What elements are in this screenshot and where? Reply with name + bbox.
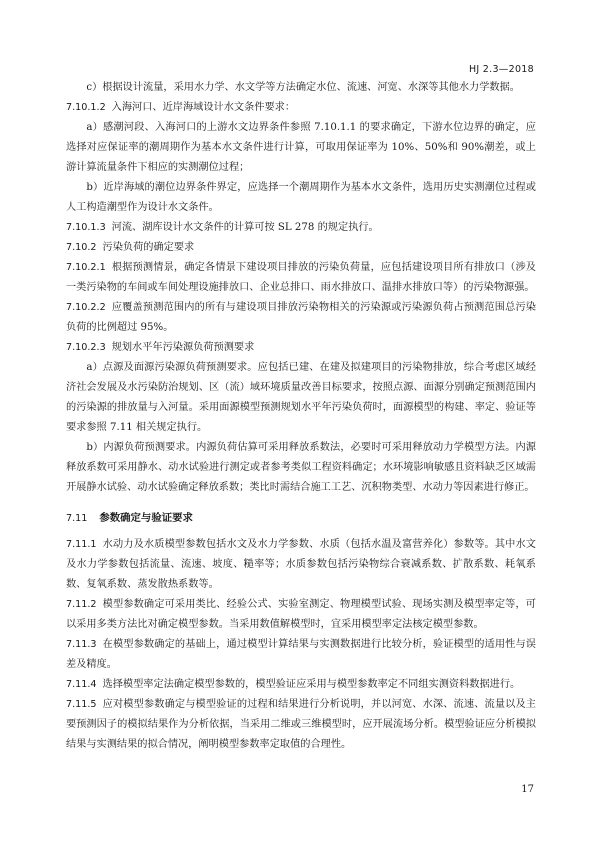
clause-7-11-1 xyxy=(66,535,536,595)
document-code: HJ 2.3—2018 xyxy=(468,64,534,75)
section-number: 7.11 xyxy=(66,513,88,524)
clause-text: 应对模型参数确定与模型验证的过程和结果进行分析说明，并以河宽、水深、流速、流量以及主要预测因子的模拟结果作为分析依据，当采用二维或三维模型时，应开展流场分析。模型验证应分析模拟结果与实测结果的拟合情况，阐明模型参数率定取值的合理性。 xyxy=(66,699,536,750)
paragraph-text: b）内源负荷预测要求。内源负荷估算可采用释放系数法，必要时可采用释放动力学模型方法。内源释放系数可采用静水、动水试验进行测定或者参考类似工程资料确定；水环境影响敏感且资料缺乏区域需开展静水试验、动水试验确定释放系数；类比时需结合施工工艺、沉积物类型、水动力等因素进行修正。 xyxy=(66,442,536,493)
clause-number: 7.10.2.2 xyxy=(66,302,106,313)
clause-number: 7.11.2 xyxy=(66,599,97,610)
clause-number: 7.11.5 xyxy=(66,699,97,710)
clause-7-10-2-3 xyxy=(66,338,536,358)
clause-text: 河流、湖库设计水文条件的计算可按 SL 278 的规定执行。 xyxy=(111,222,379,233)
paragraph-a-point-source xyxy=(66,358,536,438)
clause-text: 入海河口、近岸海域设计水文条件要求： xyxy=(111,102,296,113)
clause-text: 规划水平年污染源负荷预测要求 xyxy=(111,342,255,353)
clause-7-10-2 xyxy=(66,238,536,258)
document-body xyxy=(66,78,536,755)
section-title: 参数确定与验证要求 xyxy=(99,512,193,524)
clause-7-10-2-2 xyxy=(66,298,536,338)
clause-number: 7.11.4 xyxy=(66,679,97,690)
clause-7-10-1-2 xyxy=(66,98,536,118)
clause-text: 模型参数确定可采用类比、经验公式、实验室测定、物理模型试验、现场实测及模型率定等，可以采用多类方法比对确定模型参数。当采用数值解模型时，宜采用模型率定法核定模型参数。 xyxy=(66,599,536,630)
paragraph-c xyxy=(66,78,536,98)
clause-7-11-3 xyxy=(66,635,536,675)
clause-text: 水动力及水质模型参数包括水文及水力学参数、水质（包括水温及富营养化）参数等。其中水文及水力学参数包括流量、流速、坡度、糙率等；水质参数包括污染物综合衰减系数、扩散系数、耗氧系数、复氧系数、蒸发散热系数等。 xyxy=(66,539,536,590)
page-number: 17 xyxy=(521,784,534,795)
clause-number: 7.10.1.2 xyxy=(66,102,106,113)
clause-number: 7.10.2 xyxy=(66,242,97,253)
paragraph-b-coastal-boundary xyxy=(66,178,536,218)
clause-7-11-5 xyxy=(66,695,536,755)
clause-7-11-2 xyxy=(66,595,536,635)
clause-text: 应覆盖预测范围内的所有与建设项目排放污染物相关的污染源或污染源负荷占预测范围总污染负荷的比例超过 95%。 xyxy=(66,302,536,333)
clause-text: 在模型参数确定的基础上，通过模型计算结果与实测数据进行比较分析，验证模型的适用性与误差及精度。 xyxy=(66,639,536,670)
section-heading-7-11 xyxy=(66,508,536,529)
paragraph-text: b）近岸海域的潮位边界条件界定，应选择一个潮周期作为基本水文条件，选用历史实测潮位过程或人工构造潮型作为设计水文条件。 xyxy=(66,182,536,213)
clause-number: 7.10.2.1 xyxy=(66,262,106,273)
clause-7-10-1-3 xyxy=(66,218,536,238)
paragraph-text: a）感潮河段、入海河口的上游水文边界条件参照 7.10.1.1 的要求确定，下游水位边界的确定，应选择对应保证率的潮周期作为基本水文条件进行计算，可取用保证率为 10%、50%和 90%潮差，或上游计算流量条件下相应的实测潮位过程； xyxy=(66,122,536,173)
clause-text: 污染负荷的确定要求 xyxy=(102,242,195,253)
clause-7-10-2-1 xyxy=(66,258,536,298)
clause-number: 7.11.3 xyxy=(66,639,97,650)
paragraph-text: a）点源及面源污染源负荷预测要求。应包括已建、在建及拟建项目的污染物排放，综合考虑区域经济社会发展及水污染防治规划、区（流）域环境质量改善目标要求，按照点源、面源分别确定预测范围内的污染源的排放量与入河量。采用面源模型预测规划水平年污染负荷时，面源模型的构建、率定、验证等要求参照 7.11 相关规定执行。 xyxy=(66,362,536,433)
clause-number: 7.11.1 xyxy=(66,539,97,550)
clause-number: 7.10.2.3 xyxy=(66,342,106,353)
paragraph-text: c）根据设计流量，采用水力学、水文学等方法确定水位、流速、河宽、水深等其他水力学数据。 xyxy=(86,82,520,93)
clause-text: 根据预测情景，确定各情景下建设项目排放的污染负荷量，应包括建设项目所有排放口（涉及一类污染物的车间或车间处理设施排放口、企业总排口、雨水排放口、温排水排放口等）的污染物源强。 xyxy=(66,262,536,293)
clause-number: 7.10.1.3 xyxy=(66,222,106,233)
paragraph-a-tidal-boundary xyxy=(66,118,536,178)
clause-7-11-4 xyxy=(66,675,536,695)
paragraph-b-internal-source xyxy=(66,438,536,498)
clause-text: 选择模型率定法确定模型参数的，模型验证应采用与模型参数率定不同组实测资料数据进行。 xyxy=(102,679,521,690)
